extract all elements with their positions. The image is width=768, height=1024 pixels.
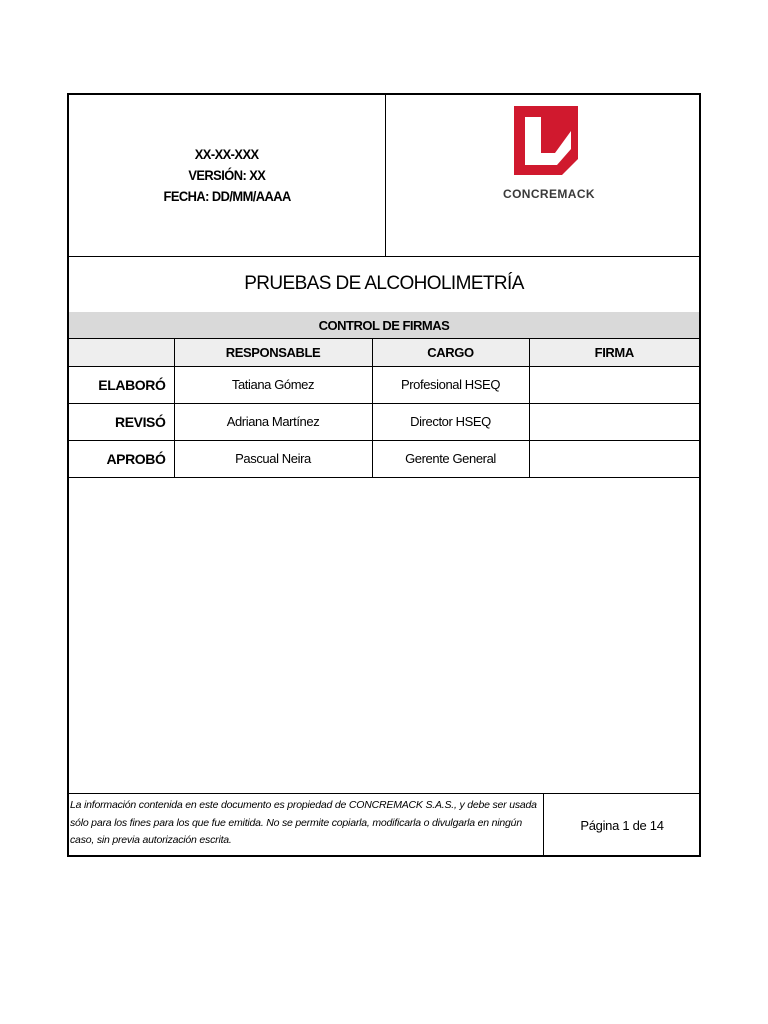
column-header-firma: FIRMA: [529, 339, 699, 366]
row-cargo: Profesional HSEQ: [372, 366, 529, 403]
document-header: [69, 95, 699, 257]
logo-text: CONCREMACK: [503, 187, 595, 201]
row-responsable: Tatiana Gómez: [174, 366, 372, 403]
table-row: [69, 366, 699, 403]
table-row: [69, 403, 699, 440]
confidentiality-note: La información contenida en este documento es propiedad de CONCREMACK S.A.S., y debe ser usada sólo para los fines para los que fue emitida. No se permite copiarla, modificarla o divulgarla en ningún caso, sin previa autorización escrita.: [69, 794, 544, 856]
column-header-responsable: RESPONSABLE: [174, 339, 372, 366]
column-header-cargo: CARGO: [372, 339, 529, 366]
document-date: FECHA: DD/MM/AAAA: [163, 188, 291, 204]
row-responsable: Pascual Neira: [174, 440, 372, 477]
logo-cell: [386, 95, 699, 256]
document-code: XX-XX-XXX: [195, 146, 259, 162]
row-firma: [529, 440, 699, 477]
logo-mark-icon: [481, 103, 617, 185]
table-row: [69, 440, 699, 477]
row-role: REVISÓ: [69, 403, 174, 440]
row-cargo: Director HSEQ: [372, 403, 529, 440]
column-header-blank: [69, 339, 174, 366]
row-cargo: Gerente General: [372, 440, 529, 477]
row-role: APROBÓ: [69, 440, 174, 477]
row-firma: [529, 403, 699, 440]
document-page: [67, 93, 701, 857]
document-version: VERSIÓN: XX: [188, 167, 266, 183]
page-number: Página 1 de 14: [580, 817, 664, 833]
row-responsable: Adriana Martínez: [174, 403, 372, 440]
row-firma: [529, 366, 699, 403]
concremack-logo: [481, 103, 617, 203]
signature-table-header: [69, 339, 699, 366]
row-role: ELABORÓ: [69, 366, 174, 403]
document-title: PRUEBAS DE ALCOHOLIMETRÍA: [69, 256, 699, 313]
document-footer: [69, 793, 699, 856]
control-heading: CONTROL DE FIRMAS: [69, 312, 699, 339]
signature-table: [69, 339, 699, 478]
document-meta: [69, 95, 386, 256]
